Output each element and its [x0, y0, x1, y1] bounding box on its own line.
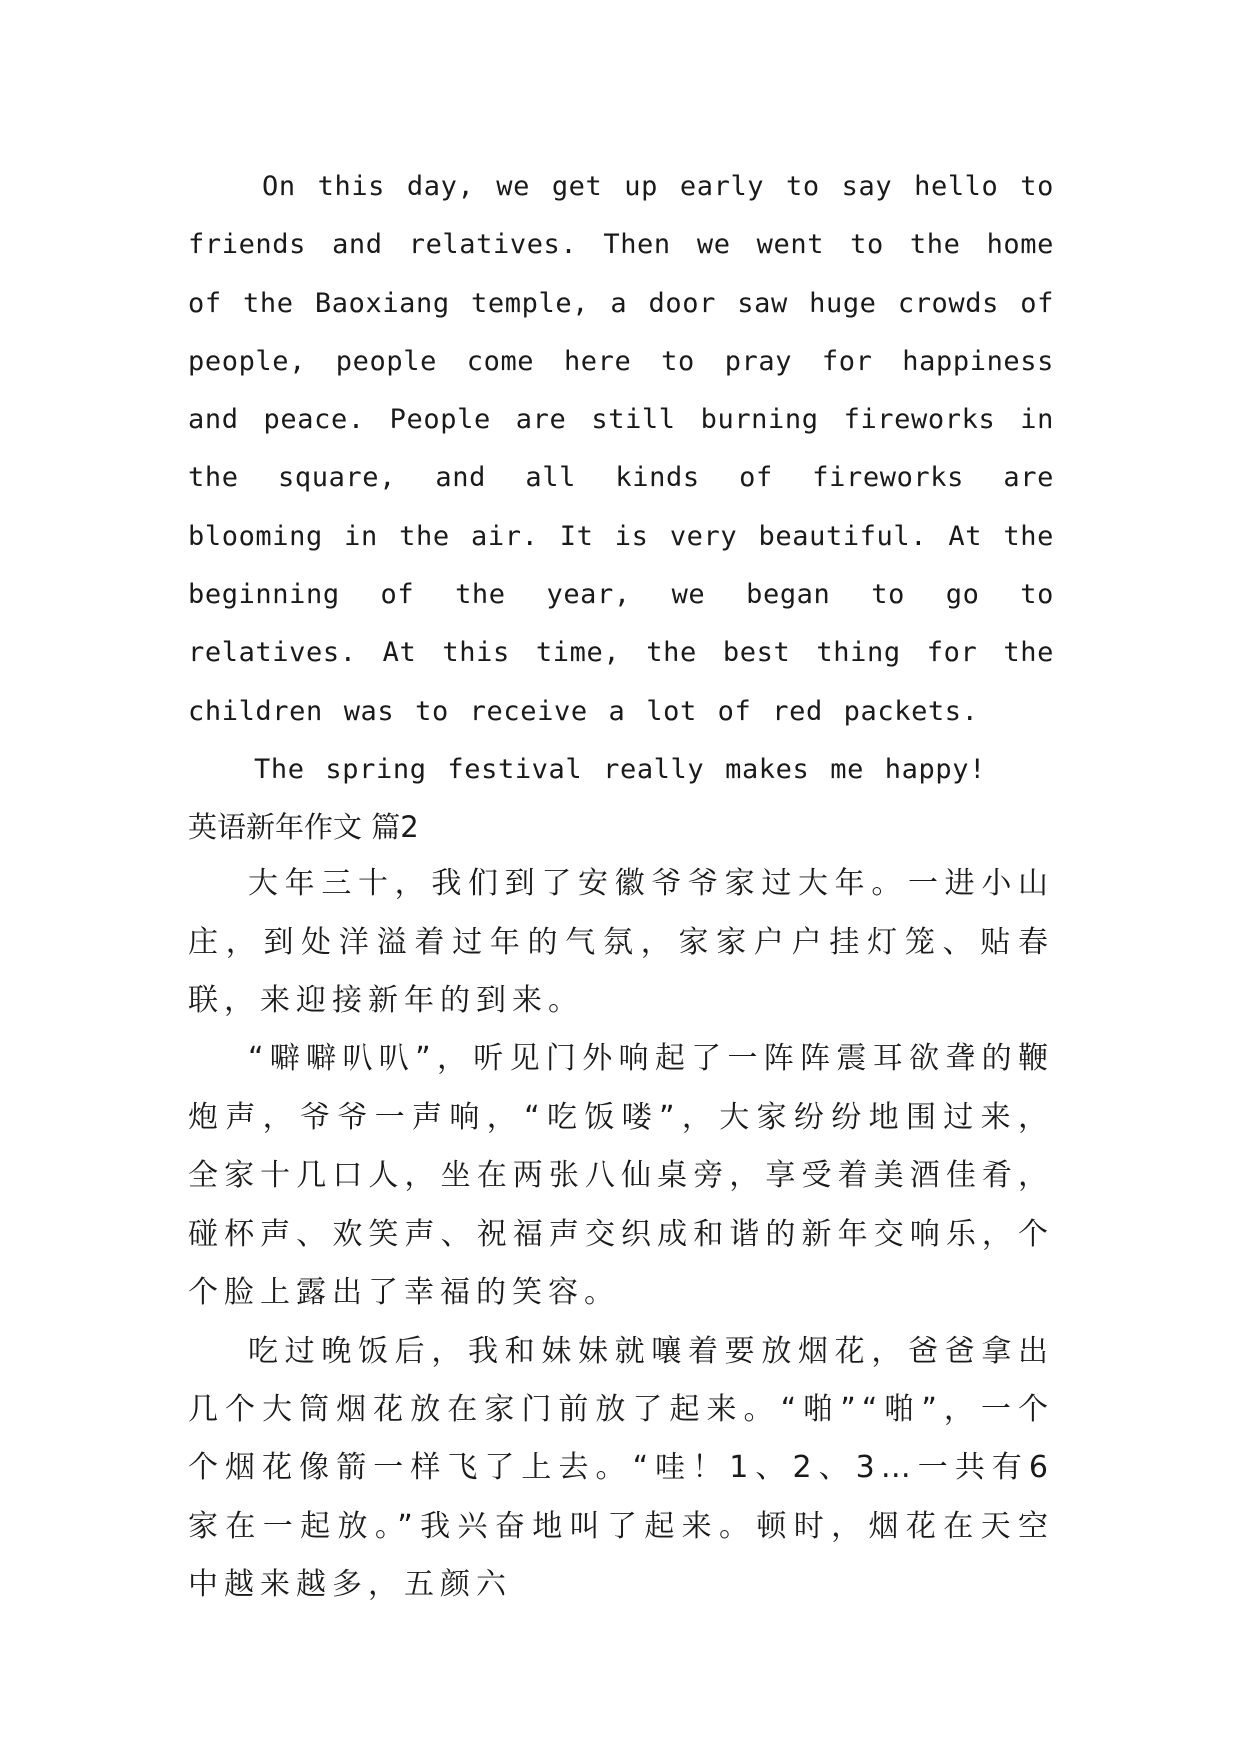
- section-heading: 英语新年作文 篇2: [188, 810, 419, 845]
- english-paragraph-2: The spring festival really makes me happy!: [254, 753, 986, 785]
- english-paragraph-1: On this day, we get up early to say hello to friends and relatives. Then we went to the home of the Baoxiang temple, a door saw huge crowds of people, people come here to pray for happiness and peace. People are still burning fireworks in the square, and all kinds of fireworks are blooming in the air. It is very beautiful. At the beginning of the year, we began to go to relatives. At this time, the best thing for the children was to receive a lot of red packets.: [188, 171, 1054, 727]
- chinese-paragraph-3: 吃过晚饭后，我和妹妹就嚷着要放烟花，爸爸拿出几个大筒烟花放在家门前放了起来。“啪”“啪”，一个个烟花像箭一样飞了上去。“哇！1、2、3…一共有6家在一起放。”我兴奋地叫了起来。顿时，烟花在天空中越来越多，五颜六: [188, 1333, 1054, 1603]
- chinese-paragraph-2: “噼噼叭叭”，听见门外响起了一阵阵震耳欲聋的鞭炮声，爷爷一声响，“吃饭喽”，大家纷纷地围过来，全家十几口人，坐在两张八仙桌旁，享受着美酒佳肴，碰杯声、欢笑声、祝福声交织成和谐的新年交响乐，个个脸上露出了幸福的笑容。: [188, 1041, 1054, 1311]
- chinese-paragraph-1: 大年三十，我们到了安徽爷爷家过大年。一进小山庄，到处洋溢着过年的气氛，家家户户挂灯笼、贴春联，来迎接新年的到来。: [188, 866, 1054, 1019]
- document-body: [188, 158, 1054, 1615]
